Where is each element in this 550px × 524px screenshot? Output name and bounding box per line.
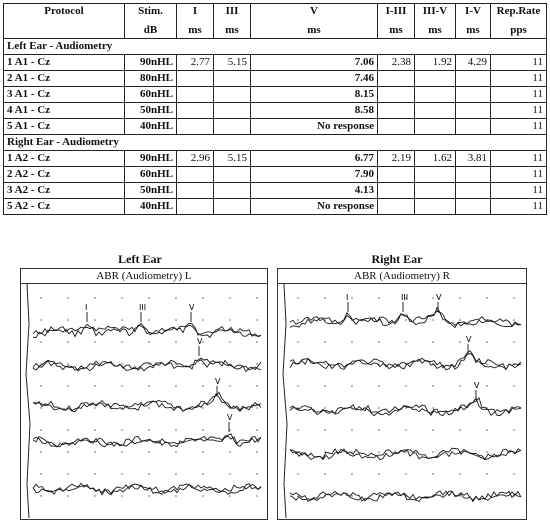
cell-v: No response [251,119,378,135]
col-header: V [251,4,378,22]
grid-dot [40,429,42,431]
section-title: Right Ear - Audiometry [4,135,547,151]
grid-dot [121,297,123,299]
grid-dot [175,495,177,497]
grid-dot [67,363,69,365]
grid-dot [459,341,461,343]
grid-dot [405,319,407,321]
grid-dot [513,319,515,321]
grid-dot [67,451,69,453]
cell-iii [214,103,251,119]
cell-iii-v [415,71,456,87]
grid-dot [202,495,204,497]
grid-dot [486,341,488,343]
grid-dot [121,363,123,365]
cell-iii [214,119,251,135]
cell-i-iii [378,199,415,215]
cell-i-v [456,199,491,215]
grid-dot [148,385,150,387]
cell-rate: 11 [491,103,547,119]
cell-v: No response [251,199,378,215]
grid-dot [229,473,231,475]
stimulus-artifact [26,284,30,518]
grid-dot [229,297,231,299]
cell-i-iii [378,119,415,135]
grid-dot [94,451,96,453]
grid-dot [432,319,434,321]
grid-dot [148,319,150,321]
abr-trace [290,353,521,369]
cell-iii-v: 1.62 [415,151,456,167]
col-unit: pps [491,21,547,39]
col-header: Stim. [125,4,177,22]
grid-dot [175,297,177,299]
grid-dot [486,363,488,365]
table-row [4,103,547,119]
cell-stim: 80nHL [125,71,177,87]
grid-dot [378,297,380,299]
grid-dot [378,385,380,387]
cell-i-v [456,87,491,103]
grid-dot [459,385,461,387]
grid-dot [432,385,434,387]
grid-dot [121,473,123,475]
cell-rate: 11 [491,87,547,103]
cell-v: 4.13 [251,183,378,199]
grid-dot [67,341,69,343]
abr-trace [33,434,261,447]
cell-stim: 40nHL [125,119,177,135]
grid-dot [67,385,69,387]
peak-label: I [85,303,88,312]
grid-dot [459,473,461,475]
col-unit: ms [415,21,456,39]
cell-i-v [456,167,491,183]
cell-i [177,119,214,135]
grid-dot [94,407,96,409]
grid-dot [324,385,326,387]
abr-trace [33,483,261,494]
grid-dot [378,451,380,453]
grid-dot [486,385,488,387]
grid-dot [459,297,461,299]
peak-label: V [189,303,195,312]
grid-dot [486,451,488,453]
grid-dot [148,297,150,299]
grid-dot [324,407,326,409]
grid-dot [351,495,353,497]
grid-dot [40,297,42,299]
col-header: Rep.Rate [491,4,547,22]
peak-label: V [474,381,480,390]
cell-i [177,199,214,215]
left-panel-header: ABR (Audiometry) L [21,269,267,284]
col-header: I [177,4,214,22]
right-ear-waveform-panel [277,268,527,520]
cell-i-iii [378,71,415,87]
cell-i-v [456,71,491,87]
cell-i [177,87,214,103]
peak-label: V [436,293,442,302]
grid-dot [378,473,380,475]
col-header: Protocol [4,4,125,22]
grid-dot [351,385,353,387]
cell-i [177,103,214,119]
cell-rate: 11 [491,151,547,167]
cell-iii [214,71,251,87]
cell-iii [214,199,251,215]
abr-trace [33,358,261,371]
col-unit: ms [177,21,214,39]
peak-label: V [197,337,203,346]
cell-v: 7.06 [251,55,378,71]
grid-dot [94,429,96,431]
grid-dot [94,385,96,387]
grid-dot [513,473,515,475]
grid-dot [202,319,204,321]
grid-dot [256,363,258,365]
table-row [4,151,547,167]
grid-dot [324,363,326,365]
grid-dot [432,341,434,343]
cell-i: 2.96 [177,151,214,167]
grid-dot [148,407,150,409]
grid-dot [324,297,326,299]
section-row [4,135,547,151]
cell-iii-v: 1.92 [415,55,456,71]
cell-iii: 5.15 [214,55,251,71]
cell-protocol: 1 A2 - Cz [4,151,125,167]
col-unit: dB [125,21,177,39]
grid-dot [432,407,434,409]
cell-stim: 60nHL [125,87,177,103]
grid-dot [256,473,258,475]
table-row [4,119,547,135]
grid-dot [297,319,299,321]
grid-dot [229,495,231,497]
section-title: Left Ear - Audiometry [4,39,547,55]
grid-dot [202,385,204,387]
cell-stim: 90nHL [125,55,177,71]
grid-dot [67,473,69,475]
stimulus-artifact [283,284,287,518]
grid-dot [405,429,407,431]
abr-trace [290,308,521,328]
grid-dot [67,429,69,431]
cell-iii-v [415,119,456,135]
col-unit: ms [251,21,378,39]
grid-dot [148,495,150,497]
grid-dot [486,429,488,431]
col-unit: ms [456,21,491,39]
grid-dot [486,473,488,475]
cell-stim: 40nHL [125,199,177,215]
cell-stim: 90nHL [125,151,177,167]
grid-dot [256,429,258,431]
right-panel-header: ABR (Audiometry) R [278,269,526,284]
cell-v: 6.77 [251,151,378,167]
col-unit: ms [214,21,251,39]
grid-dot [297,473,299,475]
cell-i-v [456,103,491,119]
table-row [4,55,547,71]
grid-dot [148,451,150,453]
grid-dot [432,297,434,299]
grid-dot [202,429,204,431]
grid-dot [40,451,42,453]
grid-dot [148,341,150,343]
table-row [4,183,547,199]
section-row [4,39,547,55]
grid-dot [40,385,42,387]
grid-dot [94,297,96,299]
cell-i-iii [378,167,415,183]
cell-v: 8.15 [251,87,378,103]
grid-dot [94,495,96,497]
cell-stim: 50nHL [125,183,177,199]
table-row [4,71,547,87]
abr-trace [33,323,261,336]
abr-trace [33,436,261,447]
cell-protocol: 2 A1 - Cz [4,71,125,87]
cell-protocol: 3 A2 - Cz [4,183,125,199]
grid-dot [175,473,177,475]
abr-trace [290,398,521,416]
grid-dot [256,341,258,343]
grid-dot [324,473,326,475]
grid-dot [351,297,353,299]
col-header: III-V [415,4,456,22]
cell-i-v: 3.81 [456,151,491,167]
grid-dot [202,451,204,453]
cell-protocol: 1 A1 - Cz [4,55,125,71]
grid-dot [40,319,42,321]
grid-dot [175,341,177,343]
grid-dot [256,319,258,321]
grid-dot [121,451,123,453]
grid-dot [40,495,42,497]
grid-dot [351,341,353,343]
cell-protocol: 4 A1 - Cz [4,103,125,119]
grid-dot [513,385,515,387]
cell-rate: 11 [491,71,547,87]
cell-i-v [456,119,491,135]
grid-dot [256,297,258,299]
col-unit [4,21,125,39]
col-header: III [214,4,251,22]
grid-dot [121,341,123,343]
cell-iii-v [415,199,456,215]
cell-i-iii [378,183,415,199]
grid-dot [202,473,204,475]
grid-dot [378,407,380,409]
peak-label: III [401,293,409,302]
grid-dot [459,319,461,321]
peak-label: I [346,293,349,302]
cell-stim: 60nHL [125,167,177,183]
grid-dot [148,473,150,475]
grid-dot [121,495,123,497]
cell-v: 7.46 [251,71,378,87]
cell-protocol: 5 A2 - Cz [4,199,125,215]
grid-dot [202,297,204,299]
table-row [4,199,547,215]
grid-dot [405,473,407,475]
grid-dot [513,297,515,299]
grid-dot [351,473,353,475]
cell-protocol: 5 A1 - Cz [4,119,125,135]
grid-dot [486,297,488,299]
peak-label: V [466,335,472,344]
grid-dot [351,429,353,431]
cell-i [177,183,214,199]
grid-dot [256,407,258,409]
grid-dot [229,319,231,321]
grid-dot [256,451,258,453]
grid-dot [94,319,96,321]
cell-v: 8.58 [251,103,378,119]
grid-dot [324,341,326,343]
cell-i [177,167,214,183]
grid-dot [297,341,299,343]
grid-dot [175,429,177,431]
right-ear-waveforms [278,284,526,518]
grid-dot [175,385,177,387]
col-unit: ms [378,21,415,39]
left-ear-title: Left Ear [118,252,162,266]
grid-dot [378,429,380,431]
cell-iii-v [415,183,456,199]
cell-rate: 11 [491,55,547,71]
cell-rate: 11 [491,119,547,135]
grid-dot [175,451,177,453]
grid-dot [175,319,177,321]
grid-dot [67,297,69,299]
table-row [4,167,547,183]
grid-dot [121,385,123,387]
cell-stim: 50nHL [125,103,177,119]
grid-dot [256,385,258,387]
cell-v: 7.90 [251,167,378,183]
grid-dot [513,429,515,431]
grid-dot [459,429,461,431]
grid-dot [202,363,204,365]
cell-i [177,71,214,87]
grid-dot [297,385,299,387]
grid-dot [432,451,434,453]
col-header: I-III [378,4,415,22]
cell-i-iii [378,87,415,103]
cell-iii: 5.15 [214,151,251,167]
grid-dot [121,319,123,321]
right-ear-title: Right Ear [371,252,423,266]
peak-label: III [139,303,147,312]
left-ear-waveform-panel [20,268,268,520]
cell-iii [214,183,251,199]
grid-dot [513,341,515,343]
cell-protocol: 3 A1 - Cz [4,87,125,103]
left-ear-waveforms [21,284,267,518]
grid-dot [229,385,231,387]
cell-rate: 11 [491,183,547,199]
cell-i-iii: 2.19 [378,151,415,167]
grid-dot [94,473,96,475]
grid-dot [256,495,258,497]
cell-i-iii: 2.38 [378,55,415,71]
grid-dot [378,341,380,343]
cell-iii-v [415,103,456,119]
grid-dot [148,429,150,431]
cell-rate: 11 [491,167,547,183]
peak-label: V [227,413,233,422]
cell-iii-v [415,167,456,183]
cell-rate: 11 [491,199,547,215]
cell-iii [214,87,251,103]
grid-dot [405,341,407,343]
grid-dot [229,451,231,453]
table-row [4,87,547,103]
cell-i-v [456,183,491,199]
grid-dot [324,429,326,431]
grid-dot [229,341,231,343]
grid-dot [297,297,299,299]
grid-dot [432,473,434,475]
cell-i: 2.77 [177,55,214,71]
cell-iii-v [415,87,456,103]
grid-dot [94,341,96,343]
grid-dot [67,495,69,497]
cell-iii [214,167,251,183]
peak-label: V [215,377,221,386]
latency-table [3,3,547,215]
grid-dot [432,429,434,431]
col-header: I-V [456,4,491,22]
cell-protocol: 2 A2 - Cz [4,167,125,183]
grid-dot [67,319,69,321]
grid-dot [40,473,42,475]
grid-dot [40,407,42,409]
grid-dot [121,429,123,431]
cell-i-v: 4.29 [456,55,491,71]
grid-dot [297,429,299,431]
grid-dot [202,407,204,409]
grid-dot [40,341,42,343]
grid-dot [405,385,407,387]
cell-i-iii [378,103,415,119]
